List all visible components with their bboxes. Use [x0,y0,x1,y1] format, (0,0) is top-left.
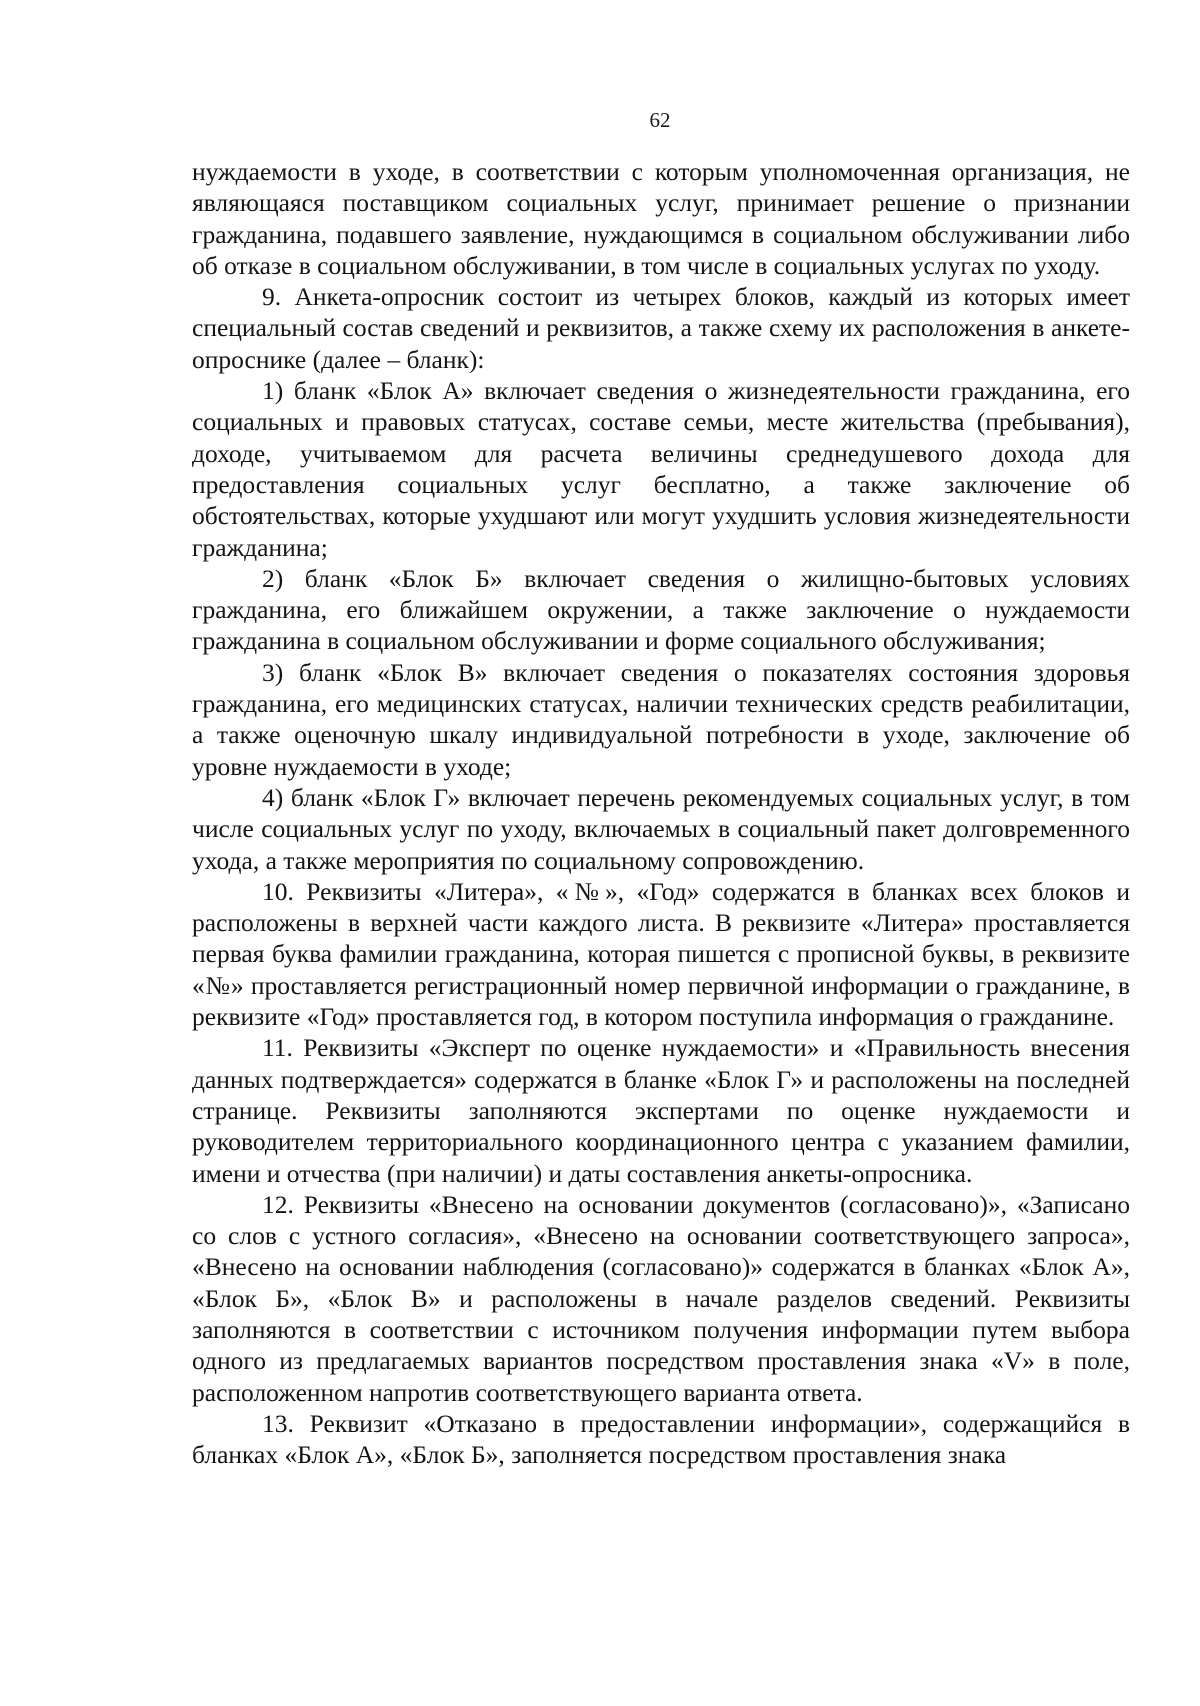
paragraph-item-13: 13. Реквизит «Отказано в предоставлении информации», содержащийся в бланках «Блок А», «Блок Б», заполняется посредством проставления знака [192,1408,1130,1470]
paragraph-item-10: 10. Реквизиты «Литера», «№», «Год» содержатся в бланках всех блоков и расположены в верхней части каждого листа. В реквизите «Литера» проставляется первая буква фамилии гражданина, которая пишется с прописной буквы, в реквизите «№» проставляется регистрационный номер первичной информации о гражданине, в реквизите «Год» проставляется год, в котором поступила информация о гражданине. [192,876,1130,1032]
paragraph-subitem-3: 3) бланк «Блок В» включает сведения о показателях состояния здоровья гражданина, его медицинских статусах, наличии технических средств реабилитации, а также оценочную шкалу индивидуальной потребности в уходе, заключение об уровне нуждаемости в уходе; [192,657,1130,781]
document-body [192,156,1130,1470]
paragraph-item-11: 11. Реквизиты «Эксперт по оценке нуждаемости» и «Правильность внесения данных подтверждается» содержатся в бланке «Блок Г» и расположены на последней странице. Реквизиты заполняются экспертами по оценке нуждаемости и руководителем территориального координационного центра с указанием фамилии, имени и отчества (при наличии) и даты составления анкеты-опросника. [192,1033,1130,1188]
paragraph-item-9: 9. Анкета-опросник состоит из четырех блоков, каждый из которых имеет специальный состав сведений и реквизитов, а также схему их расположения в анкете-опроснике (далее – бланк): [192,282,1130,374]
paragraph-continuation: нуждаемости в уходе, в соответствии с которым уполномоченная организация, не являющаяся поставщиком социальных услуг, принимает решение о признании гражданина, подавшего заявление, нуждающимся в социальном обслуживании либо об отказе в социальном обслуживании, в том числе в социальных услугах по уходу. [192,157,1130,280]
paragraph-subitem-1: 1) бланк «Блок А» включает сведения о жизнедеятельности гражданина, его социальных и правовых статусах, составе семьи, месте жительства (пребывания), доходе, учитываемом для расчета величины среднедушевого дохода для предоставления социальных услуг бесплатно, а также заключение об обстоятельствах, которые ухудшают или могут ухудшить условия жизнедеятельности гражданина; [192,376,1130,562]
page-number: 62 [649,108,671,132]
paragraph-subitem-2: 2) бланк «Блок Б» включает сведения о жилищно-бытовых условиях гражданина, его ближайшем окружении, а также заключение о нуждаемости гражданина в социальном обслуживании и форме социального обслуживания; [192,563,1130,656]
paragraph-subitem-4: 4) бланк «Блок Г» включает перечень рекомендуемых социальных услуг, в том числе социальных услуг по уходу, включаемых в социальный пакет долговременного ухода, а также мероприятия по социальному сопровождению. [192,782,1130,875]
paragraph-item-12: 12. Реквизиты «Внесено на основании документов (согласовано)», «Записано со слов с устного согласия», «Внесено на основании соответствующего запроса», «Внесено на основании наблюдения (согласовано)» содержатся в бланках «Блок А», «Блок Б», «Блок В» и расположены в начале разделов сведений. Реквизиты заполняются в соответствии с источником получения информации путем выбора одного из предлагаемых вариантов посредством проставления знака «V» в поле, расположенном напротив соответствующего варианта ответа. [192,1189,1130,1407]
